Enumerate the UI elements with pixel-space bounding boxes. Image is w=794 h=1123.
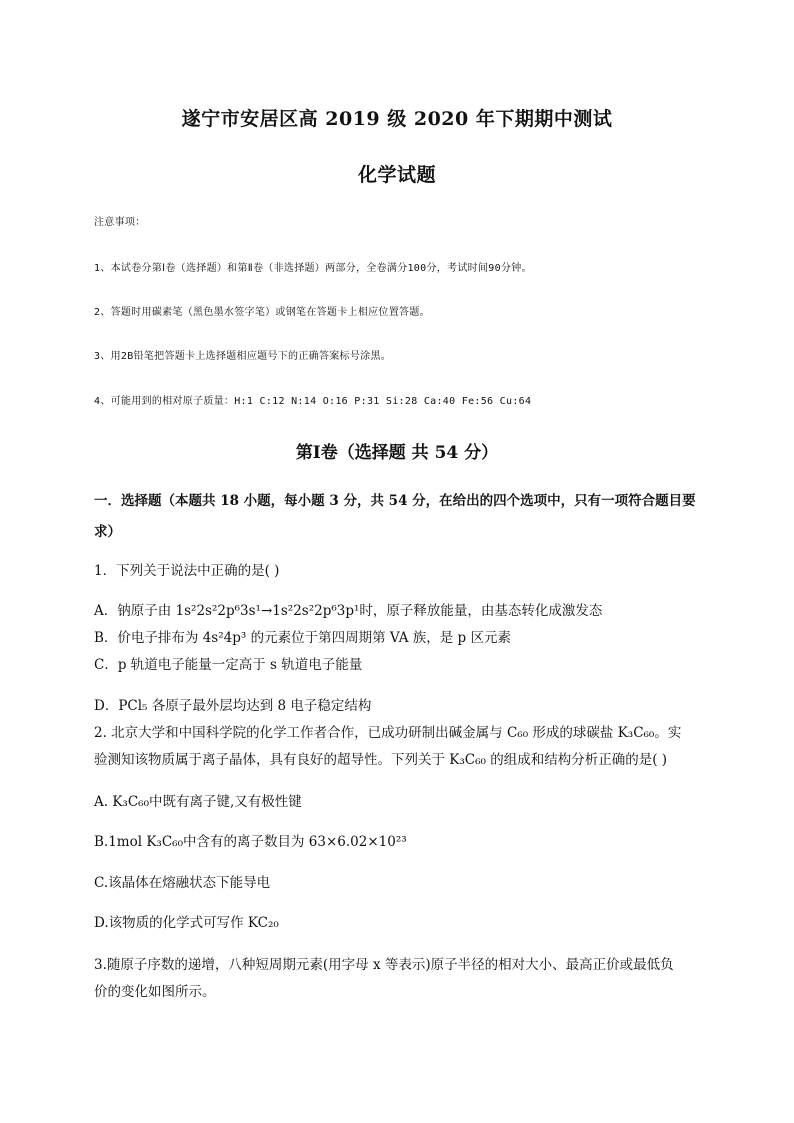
notice-item-2: 2、答题时用碳素笔（黑色墨水签字笔）或钢笔在答题卡上相应位置答题。 <box>94 307 430 318</box>
notice-heading: 注意事项： <box>94 217 146 228</box>
q1-option-d: D．PCl₅ 各原子最外层均达到 8 电子稳定结构 <box>94 698 372 714</box>
q2-stem-line1: 2. 北京大学和中国科学院的化学工作者合作，已成功研制出碱金属与 C₆₀ 形成的球碳盐 K₃C₆₀。实 <box>94 725 682 741</box>
q2-option-d: D.该物质的化学式可写作 KC₂₀ <box>94 915 279 931</box>
q1-option-a: A．钠原子由 1s²2s²2p⁶3s¹→1s²2s²2p⁶3p¹时，原子释放能量，由基态转化成激发态 <box>94 603 603 619</box>
exam-subtitle: 化学试题 <box>357 164 436 186</box>
exam-title: 遂宁市安居区高 2019 级 2020 年下期期中测试 <box>181 108 613 130</box>
q2-stem-line2: 验测知该物质属于离子晶体，具有良好的超导性。下列关于 K₃C₆₀ 的组成和结构分析正确的是( ) <box>94 752 668 768</box>
q1-option-c: C．p 轨道电子能量一定高于 s 轨道电子能量 <box>94 657 363 673</box>
notice-item-1: 1、本试卷分第Ⅰ卷（选择题）和第Ⅱ卷（非选择题）两部分，全卷满分100分，考试时间90分钟。 <box>94 263 532 274</box>
notice-item-4: 4、可能用到的相对原子质量：H:1 C:12 N:14 O:16 P:31 Si:28 Ca:40 Fe:56 Cu:64 <box>94 396 532 407</box>
section-instruction-line1: 一．选择题（本题共 18 小题，每小题 3 分，共 54 分，在给出的四个选项中，只有一项符合题目要 <box>94 493 696 509</box>
q1-stem: 1．下列关于说法中正确的是( ) <box>94 563 280 579</box>
section-instruction-line2: 求） <box>94 524 121 540</box>
q1-option-b: B．价电子排布为 4s²4p³ 的元素位于第四周期第 VA 族，是 p 区元素 <box>94 630 511 646</box>
notice-item-3: 3、用2B铅笔把答题卡上选择题相应题号下的正确答案标号涂黑。 <box>94 351 392 362</box>
q2-option-b: B.1mol K₃C₆₀中含有的离子数目为 63×6.02×10²³ <box>94 834 407 850</box>
q3-stem-line1: 3.随原子序数的递增，八种短周期元素(用字母 x 等表示)原子半径的相对大小、最高正价或最低负 <box>94 957 674 973</box>
section-title: 第Ⅰ卷（选择题 共 54 分） <box>295 443 499 463</box>
q2-option-c: C.该晶体在熔融状态下能导电 <box>94 875 271 891</box>
q3-stem-line2: 价的变化如图所示。 <box>94 984 216 1000</box>
q2-option-a: A. K₃C₆₀中既有离子键,又有极性键 <box>94 794 302 810</box>
